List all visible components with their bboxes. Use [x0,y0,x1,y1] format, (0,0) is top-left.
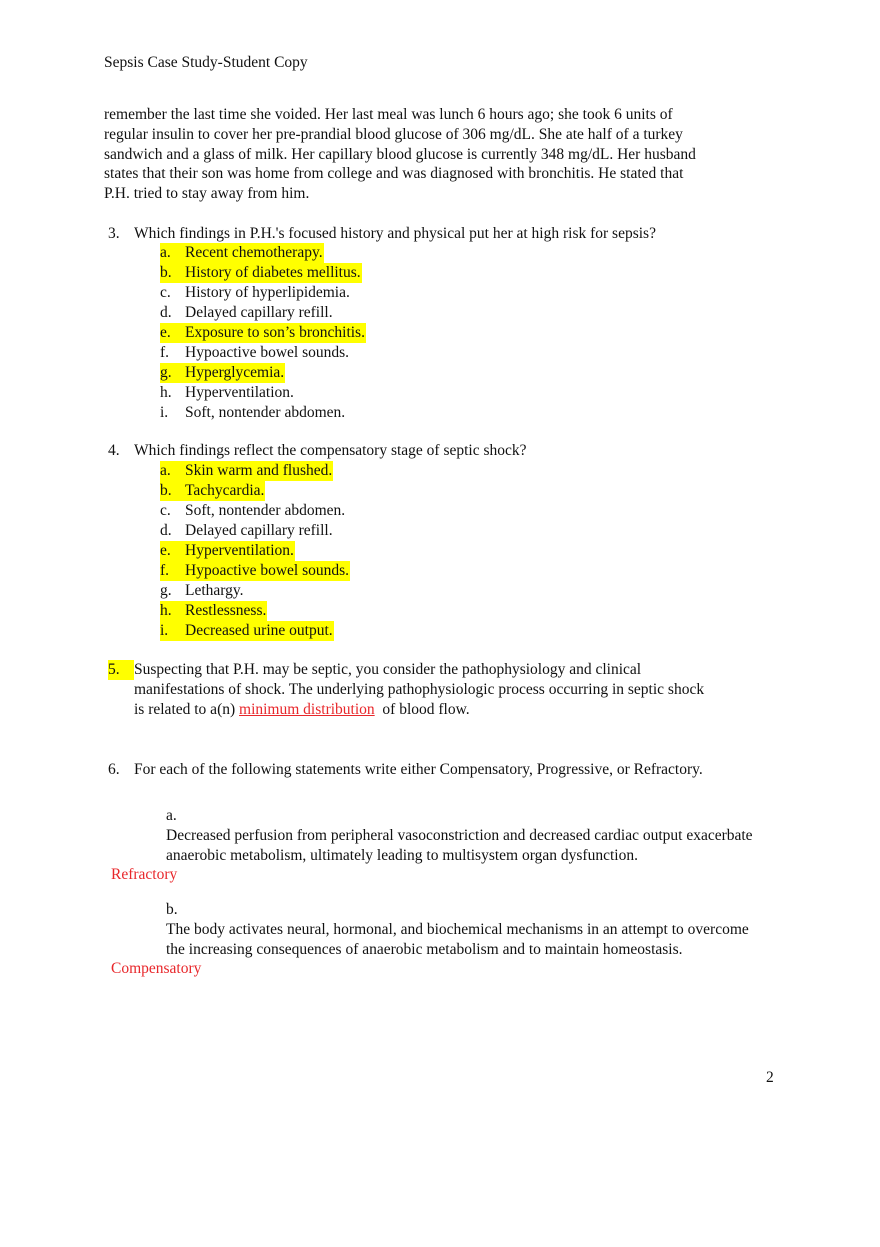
option-letter: d. [160,304,172,321]
option-item [160,303,366,323]
option-text: Hyperglycemia. [185,364,285,381]
option-letter: a. [160,462,171,479]
question-number: 3. [108,225,120,242]
option-text: Hyperventilation. [185,384,294,401]
option-text: Lethargy. [185,582,244,599]
option-text: Exposure to son’s bronchitis. [185,324,365,341]
option-letter: e. [160,542,171,559]
statement-b-answer: Compensatory [111,960,202,977]
option-item [160,521,350,541]
question-text: of blood flow. [374,701,470,718]
statement-text: Decreased perfusion from peripheral vasoconstriction and decreased cardiac output exacerbate anaerobic metabolism, ultimately leading to multisystem organ dysfunction. [166,827,753,864]
statement-letter: a. [166,807,177,824]
question-text: Suspecting that P.H. may be septic, you consider the pathophysiology and clinical [134,661,642,678]
option-item [160,263,366,283]
option-letter: c. [160,284,171,301]
option-text: Delayed capillary refill. [185,522,333,539]
option-letter: b. [160,482,172,499]
question-text: Which findings reflect the compensatory stage of septic shock? [134,442,527,459]
option-item [160,403,366,423]
statement-a [166,806,776,866]
option-letter: i. [160,404,169,421]
option-item [160,501,350,521]
intro-line: sandwich and a glass of milk. Her capillary blood glucose is currently 348 mg/dL. Her husband [104,145,696,163]
statement-text: The body activates neural, hormonal, and biochemical mechanisms in an attempt to overcome the increasing consequences of anaerobic metabolism and to maintain homeostasis. [166,921,749,958]
intro-paragraph [104,105,774,204]
option-text: Decreased urine output. [185,622,333,639]
option-letter: a. [160,244,171,261]
option-item [160,461,350,481]
option-text: Soft, nontender abdomen. [185,502,346,519]
option-text: Hypoactive bowel sounds. [185,562,350,579]
option-text: Skin warm and flushed. [185,462,333,479]
option-text: History of diabetes mellitus. [185,264,361,281]
option-text: Delayed capillary refill. [185,304,333,321]
question-3-options [160,243,366,423]
option-letter: g. [160,364,172,381]
option-letter: c. [160,502,171,519]
question-6 [108,760,703,780]
question-5 [108,660,704,720]
option-item [160,581,350,601]
question-number: 6. [108,761,120,778]
option-letter: h. [160,602,172,619]
question-text: For each of the following statements write either Compensatory, Progressive, or Refractory. [134,761,703,778]
statement-a-answer: Refractory [111,866,178,883]
intro-line: remember the last time she voided. Her last meal was lunch 6 hours ago; she took 6 units of [104,106,673,123]
page-header: Sepsis Case Study-Student Copy [104,54,308,71]
question-text: is related to a(n) [134,701,240,718]
option-item [160,481,350,501]
option-text: Soft, nontender abdomen. [185,404,346,421]
question-4-options [160,461,350,641]
option-letter: f. [160,562,170,579]
option-letter: b. [160,264,172,281]
intro-line: states that their son was home from college and was diagnosed with bronchitis. He stated that [104,165,684,183]
option-item [160,243,366,263]
option-letter: e. [160,324,171,341]
option-text: Hypoactive bowel sounds. [185,344,350,361]
question-number: 5. [108,660,134,680]
intro-line: regular insulin to cover her pre-prandial blood glucose of 306 mg/dL. She ate half of a turkey [104,125,683,143]
option-letter: h. [160,384,172,401]
option-text: Tachycardia. [185,482,265,499]
option-letter: g. [160,582,172,599]
option-text: History of hyperlipidemia. [185,284,350,301]
question-text: manifestations of shock. The underlying pathophysiologic process occurring in septic shock [134,681,705,698]
question-text: Which findings in P.H.'s focused history and physical put her at high risk for sepsis? [134,225,656,242]
option-letter: d. [160,522,172,539]
statement-b [166,900,776,960]
question-number: 4. [108,442,120,459]
question-4 [108,441,527,461]
page-number: 2 [766,1069,774,1086]
statement-letter: b. [166,901,178,918]
option-item [160,621,350,641]
option-item [160,601,350,621]
option-item [160,323,366,343]
option-item [160,283,366,303]
option-text: Hyperventilation. [185,542,294,559]
option-item [160,541,350,561]
option-item [160,561,350,581]
intro-line: P.H. tried to stay away from him. [104,185,310,203]
option-text: Restlessness. [185,602,267,619]
fill-in-answer: minimum distribution [239,701,375,718]
question-3 [108,224,656,244]
option-text: Recent chemotherapy. [185,244,323,261]
option-item [160,363,366,383]
option-letter: f. [160,344,170,361]
option-item [160,383,366,403]
option-item [160,343,366,363]
option-letter: i. [160,622,169,639]
